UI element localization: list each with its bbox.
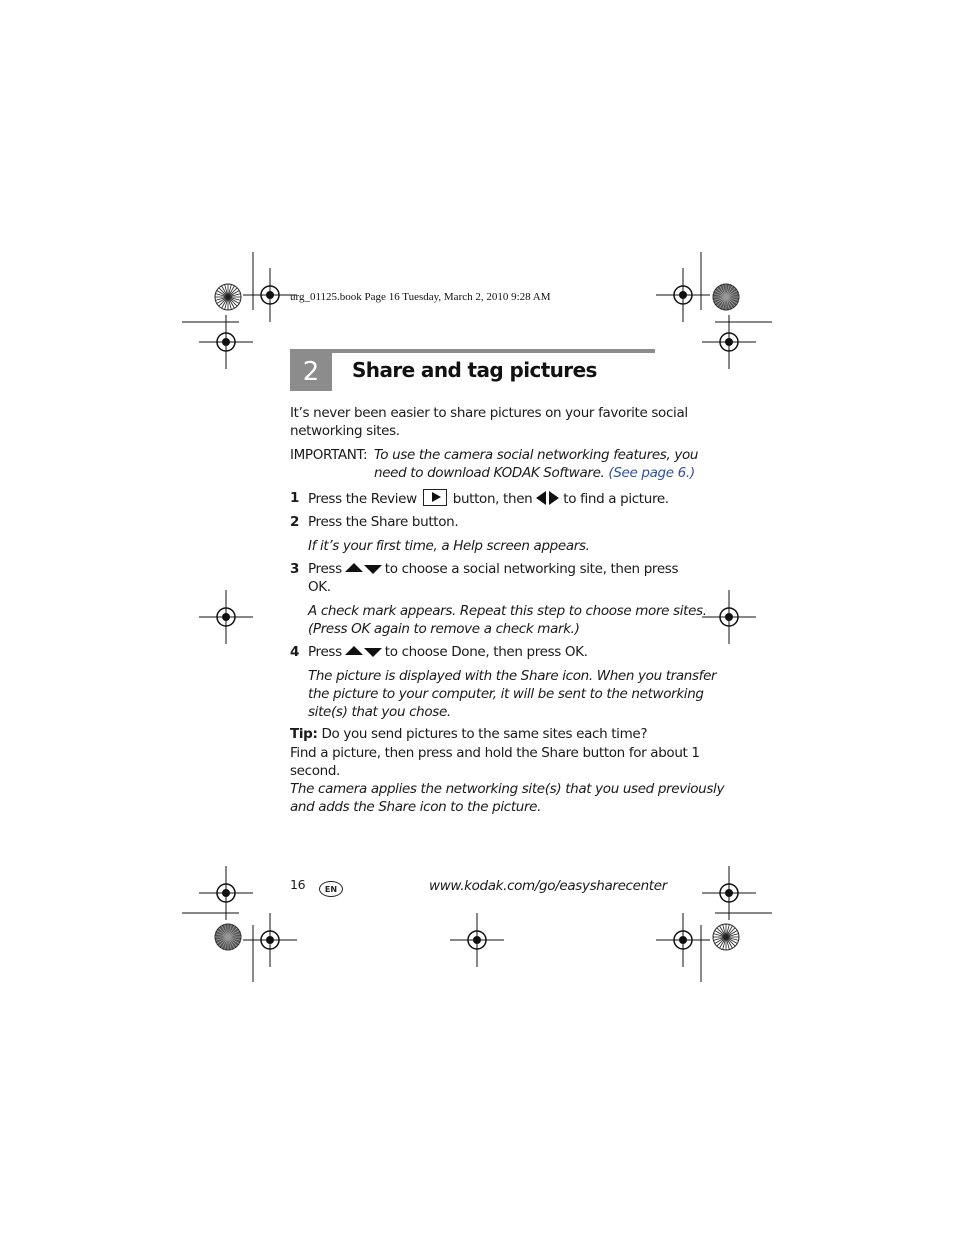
tip-line-5: and adds the Share icon to the picture.	[290, 799, 542, 815]
step-2-number: 2	[290, 514, 300, 530]
important-line-2: need to download KODAK Software. (See page 6.)	[374, 465, 695, 481]
important-line-1: To use the camera social networking features, you	[374, 447, 699, 463]
step-4-note-1: The picture is displayed with the Share icon. When you transfer	[308, 668, 717, 684]
footer-url[interactable]: www.kodak.com/go/easysharecenter	[429, 878, 667, 894]
step-4-text: Press to choose Done, then press OK.	[308, 644, 588, 660]
color-bar-icon	[713, 284, 739, 310]
up-arrow-icon	[345, 563, 363, 572]
right-arrow-icon	[549, 491, 559, 505]
important-label: IMPORTANT:	[290, 447, 368, 463]
up-arrow-icon	[345, 646, 363, 655]
step-3-number: 3	[290, 561, 300, 577]
intro-line-1: It’s never been easier to share pictures on your favorite social	[290, 405, 688, 421]
registration-mark-icon	[656, 268, 710, 322]
down-arrow-icon	[364, 648, 382, 657]
slug-line: urg_01125.book Page 16 Tuesday, March 2, 2010 9:28 AM	[290, 291, 551, 303]
step-4-note-3: site(s) that you chose.	[308, 704, 451, 720]
tip-label: Tip:	[290, 726, 318, 742]
registration-mark-icon	[450, 913, 504, 967]
step-2-note: If it’s your first time, a Help screen appears.	[308, 538, 590, 554]
chapter-rule	[290, 349, 655, 353]
step-3-note-1: A check mark appears. Repeat this step to choose more sites.	[308, 603, 707, 619]
registration-mark-icon	[702, 590, 756, 644]
registration-mark-icon	[656, 913, 710, 967]
registration-mark-icon	[702, 866, 756, 920]
tip-line-3: second.	[290, 763, 340, 779]
review-button-icon	[423, 489, 447, 506]
registration-mark-icon	[702, 315, 756, 369]
chapter-title: Share and tag pictures	[352, 358, 597, 382]
intro-line-2: networking sites.	[290, 423, 400, 439]
tip-line-4: The camera applies the networking site(s) that you used previously	[290, 781, 725, 797]
page-number: 16	[290, 877, 306, 892]
step-1-text: Press the Review button, then to find a picture.	[308, 491, 669, 507]
step-3-note-2: (Press OK again to remove a check mark.)	[308, 621, 580, 637]
step-3-text: Press to choose a social networking site, then press	[308, 561, 679, 577]
step-2-text: Press the Share button.	[308, 514, 459, 530]
step-3-text-line-2: OK.	[308, 579, 331, 595]
color-bar-icon	[713, 924, 739, 950]
step-1-number: 1	[290, 490, 300, 506]
tip-line-2: Find a picture, then press and hold the Share button for about 1	[290, 745, 700, 761]
language-badge: EN	[319, 881, 343, 897]
see-page-link[interactable]: (See page 6.)	[608, 465, 695, 481]
registration-mark-icon	[199, 866, 253, 920]
chapter-number: 2	[290, 353, 332, 391]
step-4-number: 4	[290, 644, 300, 660]
step-4-note-2: the picture to your computer, it will be sent to the networking	[308, 686, 704, 702]
color-bar-icon	[215, 284, 241, 310]
color-bar-icon	[215, 924, 241, 950]
registration-mark-icon	[199, 590, 253, 644]
registration-mark-icon	[199, 315, 253, 369]
down-arrow-icon	[364, 565, 382, 574]
tip-line-1: Tip: Do you send pictures to the same sites each time?	[290, 726, 648, 742]
registration-mark-icon	[243, 913, 297, 967]
registration-mark-icon	[243, 268, 297, 322]
left-arrow-icon	[536, 491, 546, 505]
